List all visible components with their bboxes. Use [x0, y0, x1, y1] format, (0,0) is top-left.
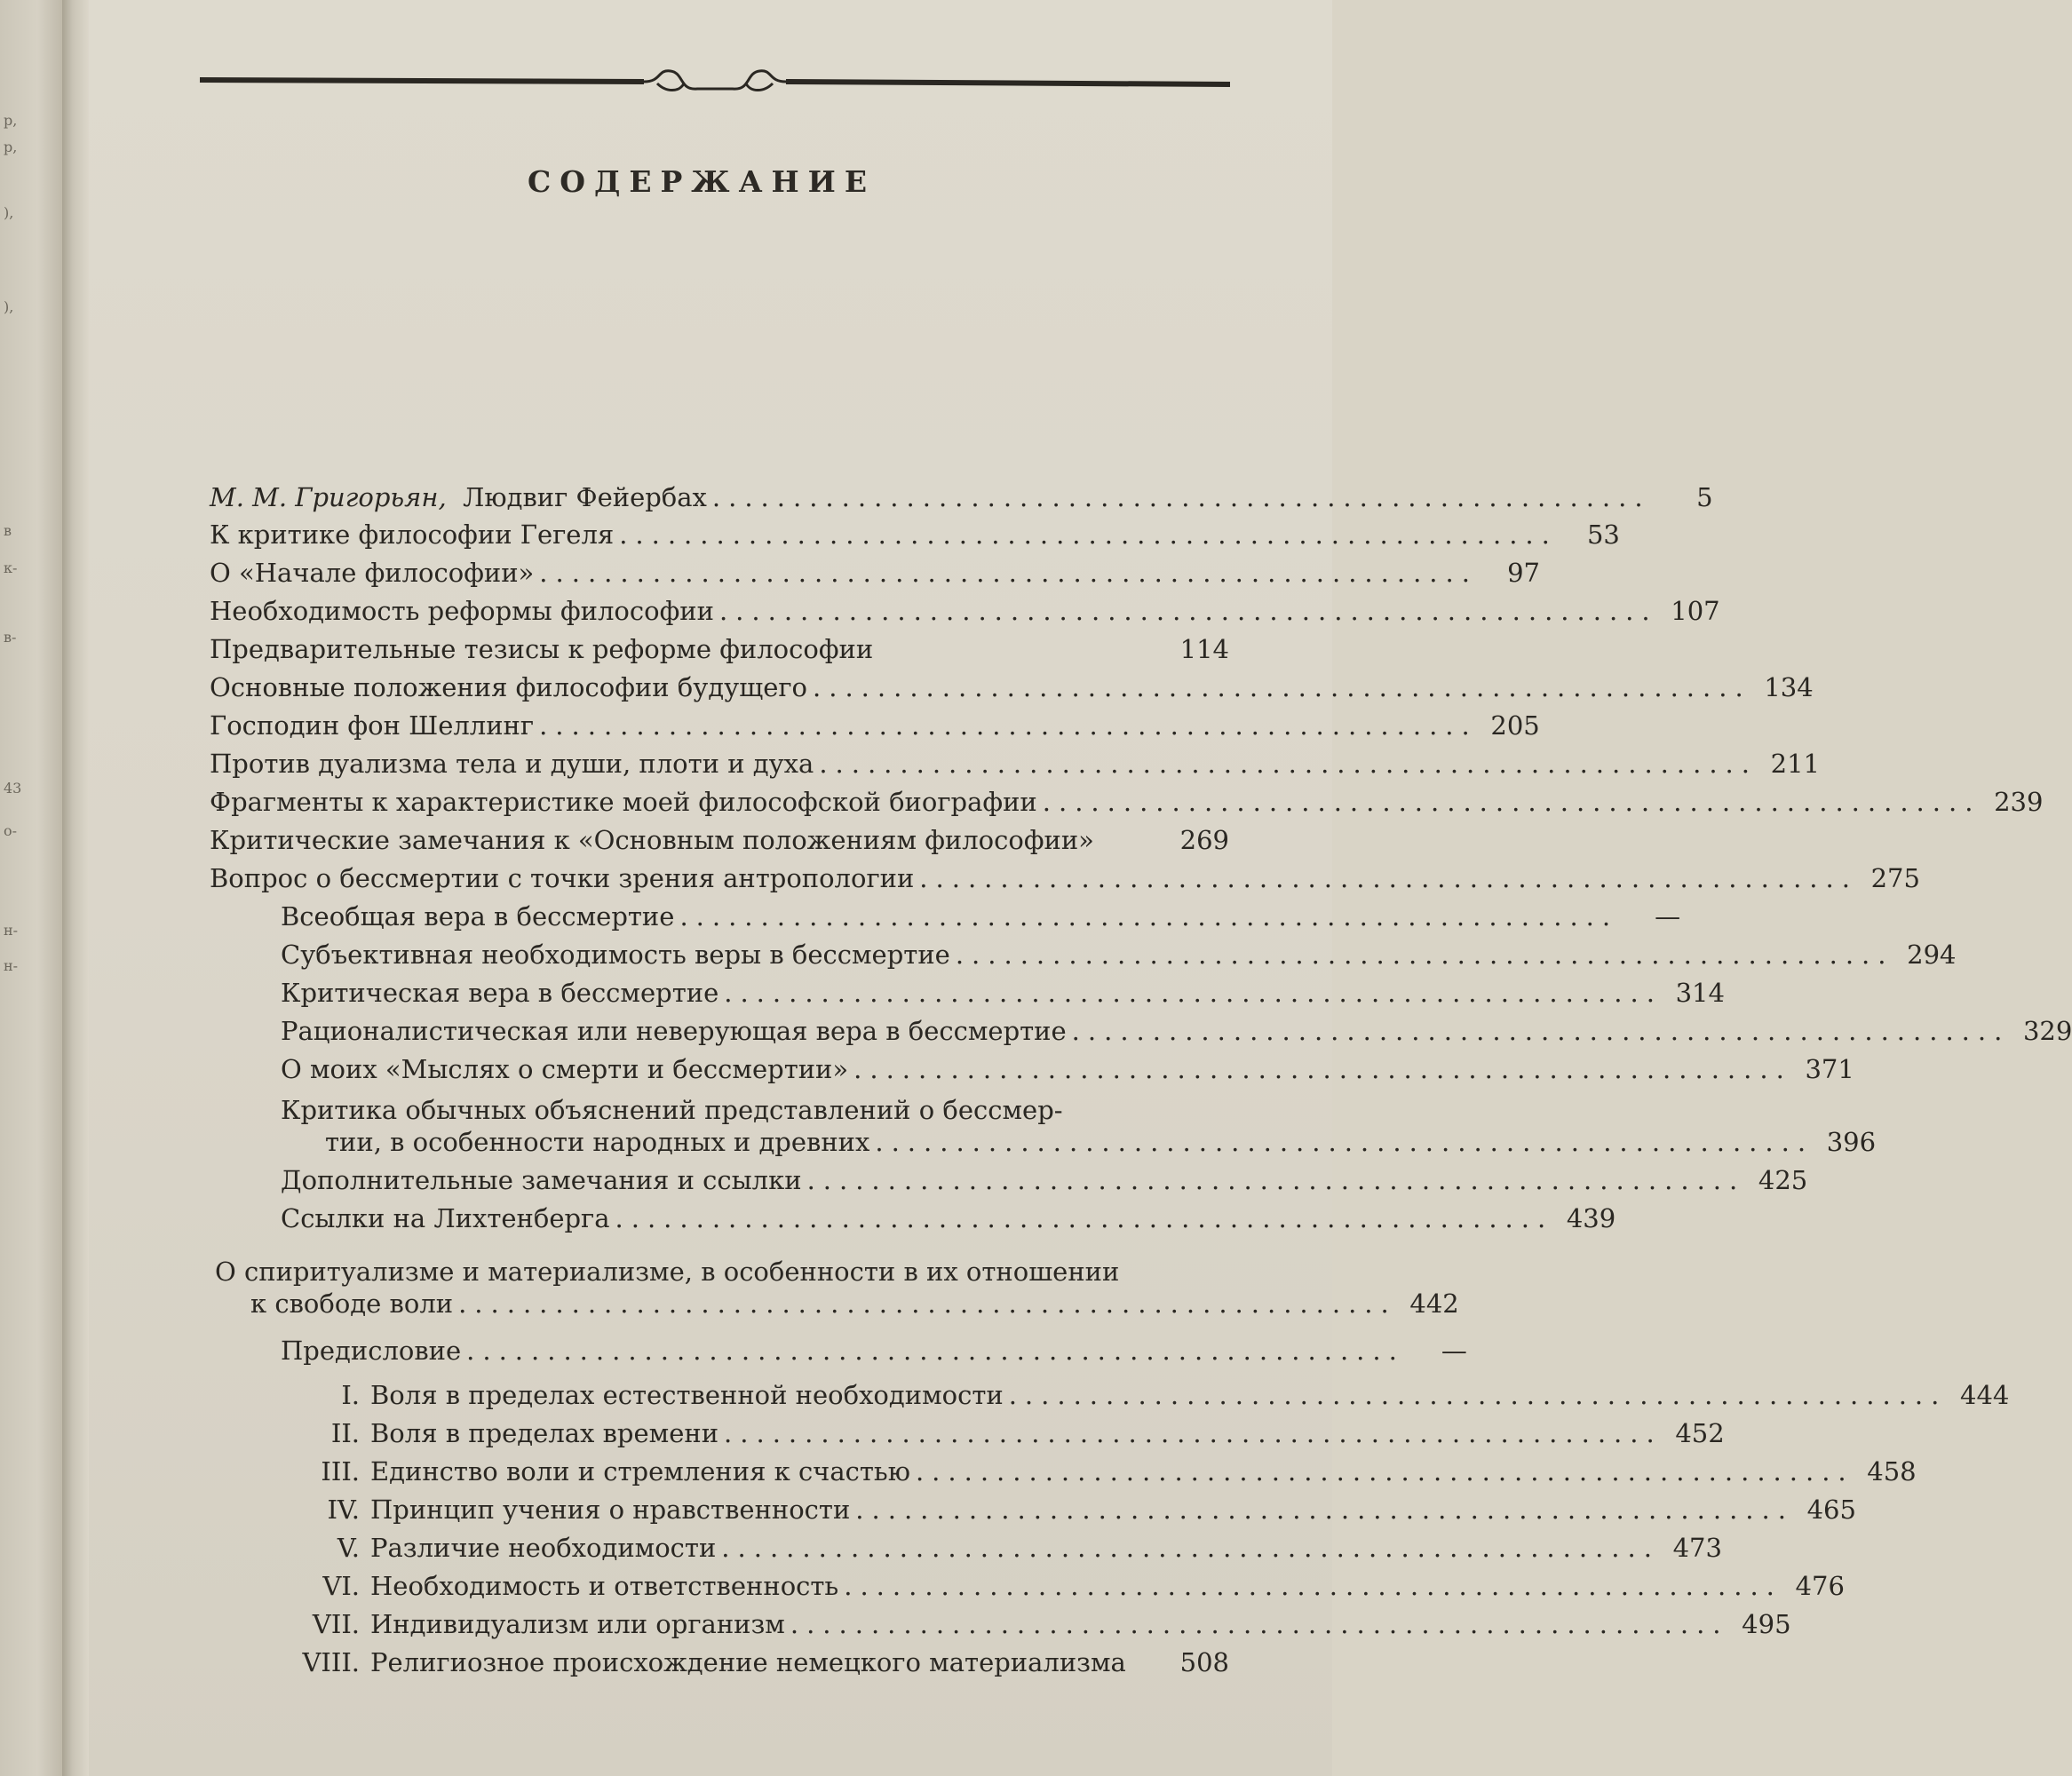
toc-entry-label: Единство воли и стремления к счастью: [370, 1456, 910, 1487]
toc-entry-page: 442: [1409, 1288, 1459, 1319]
leader-dots: ..........................................................: [853, 1054, 1792, 1084]
toc-entry-label: Ссылки на Лихтенберга: [281, 1203, 610, 1233]
toc-entry-page: 5: [1696, 482, 1713, 512]
leader-dots: ..........................................................: [724, 1418, 1663, 1448]
toc-entry-page: 371: [1805, 1054, 1854, 1084]
toc-entry-page: 458: [1867, 1456, 1917, 1487]
margin-mark: р,: [4, 139, 18, 155]
toc-chapter: [266, 1455, 1917, 1487]
toc-entry: [210, 557, 1540, 589]
leader-dots: ..........................................................: [915, 1456, 1854, 1487]
chapter-number: II.: [330, 1418, 360, 1448]
margin-mark: ),: [4, 204, 14, 221]
toc-entry: [250, 1288, 1459, 1320]
chapter-number: IV.: [327, 1495, 360, 1525]
toc-entry-label: Индивидуализм или организм: [370, 1609, 785, 1639]
toc-entry: [210, 633, 1229, 665]
toc-entry-page: 508: [1179, 1647, 1229, 1677]
leader-dots: ..........................................................: [718, 596, 1658, 626]
toc-entry-label: Критическая вера в бессмертие: [281, 978, 719, 1008]
toc-entry-label: Критические замечания к «Основным положениям философии»: [210, 825, 1094, 855]
margin-mark: н-: [4, 957, 19, 974]
toc-entry-author: М. М. Григорьян,: [210, 482, 447, 512]
toc-entry-label: Принцип учения о нравственности: [370, 1495, 851, 1525]
chapter-number: III.: [321, 1456, 360, 1487]
leader-dots: ..........................................................: [819, 749, 1758, 779]
toc-entry-label: Необходимость и ответственность: [370, 1571, 839, 1601]
toc-entry-page: —: [1441, 1336, 1467, 1366]
toc-entry-page: 495: [1742, 1609, 1791, 1639]
toc-entry: [210, 671, 1814, 703]
margin-mark: к-: [4, 559, 18, 576]
toc-entry: [210, 481, 1713, 513]
leader-dots: ..........................................................: [466, 1336, 1405, 1366]
toc-subentry: [281, 1015, 2072, 1047]
toc-entry-page: 452: [1675, 1418, 1725, 1448]
toc-entry-label: О «Начале философии»: [210, 558, 535, 588]
page-title: СОДЕРЖАНИЕ: [527, 164, 876, 199]
leader-dots: ..........................................................: [919, 863, 1858, 893]
leader-dots: ..........................................................: [615, 1203, 1554, 1233]
toc-chapter: [266, 1532, 1722, 1564]
leader-dots: ..........................................................: [724, 978, 1663, 1008]
toc-entry-first-line: О спиритуализме и материализме, в особенности в их отношении: [215, 1257, 1120, 1287]
toc-entry-label: Рационалистическая или неверующая вера в бессмертие: [281, 1016, 1067, 1046]
toc-entry-label: Против дуализма тела и души, плоти и духа: [210, 749, 814, 779]
toc-entry-label: Предисловие: [281, 1336, 462, 1366]
toc-subentry: [281, 1053, 1854, 1085]
toc-entry-label: Людвиг Фейербах: [463, 482, 707, 512]
toc-chapter: [266, 1494, 1856, 1526]
leader-dots: ..........................................................: [790, 1609, 1729, 1639]
toc-entry-page: 53: [1586, 519, 1620, 550]
toc-subentry: [281, 900, 1681, 932]
toc-entry-page: —: [1655, 901, 1681, 932]
leader-dots: ..........................................................: [844, 1571, 1782, 1601]
toc-entry-page: 134: [1764, 672, 1814, 702]
toc-subentry: [281, 939, 1957, 971]
toc-subentry: [281, 1202, 1616, 1234]
toc-entry-label: О моих «Мыслях о смерти и бессмертии»: [281, 1054, 849, 1084]
chapter-number: VII.: [312, 1609, 360, 1639]
leader-dots: ..........................................................: [813, 672, 1751, 702]
margin-mark: н-: [4, 922, 19, 939]
chapter-number: VI.: [322, 1571, 360, 1601]
leader-dots: ..........................................................: [855, 1495, 1794, 1525]
toc-entry-page: 444: [1960, 1380, 2010, 1410]
chapter-number: I.: [341, 1380, 360, 1410]
leader-dots: ..........................................................: [1042, 787, 1981, 817]
chapter-number: VIII.: [302, 1647, 360, 1677]
toc-entry: [210, 862, 1920, 894]
leader-dots: ..........................................................: [806, 1165, 1746, 1195]
toc-entry: [210, 595, 1720, 627]
toc-entry-label: Предварительные тезисы к реформе философии: [210, 634, 874, 664]
toc-entry: [210, 824, 1229, 856]
toc-entry-page: 107: [1671, 596, 1720, 626]
toc-entry-page: 294: [1907, 940, 1957, 970]
toc-entry-page: 114: [1179, 634, 1229, 664]
margin-mark: р,: [4, 112, 18, 129]
toc-entry-label: тии, в особенности народных и древних: [325, 1127, 870, 1157]
toc-entry: [210, 748, 1820, 780]
toc-subentry: [281, 1164, 1808, 1196]
toc-subentry: [281, 1335, 1467, 1367]
margin-mark: 43: [4, 780, 22, 797]
toc-subentry: [325, 1126, 1877, 1158]
toc-entry-label: Субъективная необходимость веры в бессмертие: [281, 940, 950, 970]
toc-entry-label: Необходимость реформы философии: [210, 596, 714, 626]
toc-subentry-first-line: Критика обычных объяснений представлений о бессмер-: [281, 1095, 1063, 1125]
toc-entry: [210, 519, 1620, 551]
toc-entry-label: Всеобщая вера в бессмертие: [281, 901, 675, 932]
toc-entry-label: Воля в пределах естественной необходимости: [370, 1380, 1004, 1410]
toc-entry-page: 439: [1566, 1203, 1616, 1233]
toc-entry-page: 425: [1758, 1165, 1808, 1195]
toc-entry-label: Дополнительные замечания и ссылки: [281, 1165, 802, 1195]
leader-dots: ..........................................................: [721, 1533, 1660, 1563]
toc-subentry: [281, 977, 1725, 1009]
toc-entry: [210, 786, 2044, 818]
toc-entry-page: 314: [1675, 978, 1725, 1008]
toc-entry-label: Господин фон Шеллинг: [210, 710, 535, 741]
toc-entry-label: Основные положения философии будущего: [210, 672, 808, 702]
leader-dots: ..........................................................: [955, 940, 1894, 970]
toc-entry-label: Религиозное происхождение немецкого материализма: [370, 1647, 1126, 1677]
leader-dots: ..........................................................: [1071, 1016, 2011, 1046]
toc-entry-page: 97: [1507, 558, 1540, 588]
leader-dots: ..........................................................: [875, 1127, 1814, 1157]
toc-entry-label: Воля в пределах времени: [370, 1418, 719, 1448]
toc-chapter: [266, 1608, 1791, 1640]
margin-mark: ),: [4, 298, 14, 315]
leader-dots: ..........................................................: [679, 901, 1619, 932]
margin-mark: о-: [4, 822, 18, 839]
toc-entry: [210, 710, 1540, 741]
toc-entry-page: 239: [1994, 787, 2044, 817]
toc-entry-page: 473: [1672, 1533, 1722, 1563]
toc-entry-page: 269: [1179, 825, 1229, 855]
leader-dots: ..........................................................: [1008, 1380, 1948, 1410]
toc-entry-label: к свободе воли: [250, 1288, 454, 1319]
leader-dots: ..........................................................: [539, 558, 1478, 588]
chapter-number: V.: [337, 1533, 360, 1563]
toc-entry-page: 476: [1795, 1571, 1845, 1601]
toc-chapter: [266, 1379, 2010, 1411]
toc-entry-page: 275: [1870, 863, 1920, 893]
margin-mark: в: [4, 522, 12, 539]
leader-dots: ..........................................................: [711, 482, 1651, 512]
toc-entry-label: Различие необходимости: [370, 1533, 717, 1563]
toc-entry-page: 465: [1806, 1495, 1856, 1525]
leader-dots: ..........................................................: [458, 1288, 1397, 1319]
toc-chapter: [266, 1646, 1229, 1678]
toc-entry-label: К критике философии Гегеля: [210, 519, 615, 550]
toc-entry-page: 329: [2022, 1016, 2072, 1046]
toc-entry-page: 396: [1826, 1127, 1877, 1157]
margin-mark: в-: [4, 629, 17, 646]
leader-dots: ..........................................................: [619, 519, 1558, 550]
toc-entry-label: Фрагменты к характеристике моей философской биографии: [210, 787, 1037, 817]
leader-dots: ..........................................................: [539, 710, 1478, 741]
toc-chapter: [266, 1417, 1725, 1449]
toc-entry-page: 211: [1770, 749, 1820, 779]
toc-entry-page: 205: [1490, 710, 1540, 741]
toc-chapter: [266, 1570, 1845, 1602]
toc-entry-label: Вопрос о бессмертии с точки зрения антропологии: [210, 863, 915, 893]
